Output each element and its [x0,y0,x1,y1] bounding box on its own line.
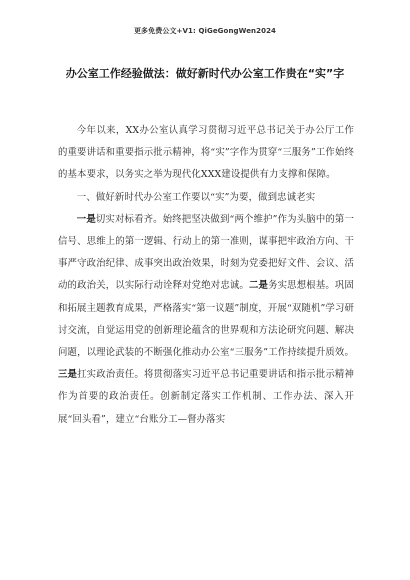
document-title: 办公室工作经验做法：做好新时代办公室工作贵在“实”字 [65,67,345,80]
lead-marker-2: 二是 [248,280,269,292]
paragraph-text-2: 务实思想根基。巩固和拓展主题教育成果，严格落实“第一议题”制度，开展“双随机”学习研讨交流，自觉运用党的创新理论蕴含的世界观和方法论研究问题、解决问题，以理论武装的不断强化推动办公室“三服务”工作持续提升质效。 [58,280,354,359]
section-heading: 一、做好新时代办公室工作要以“实”为要，做到忠诚老实 [76,191,316,203]
lead-marker-3: 三是 [58,369,78,381]
body-paragraph [58,209,354,431]
paragraph-text-3: 扛实政治责任。将贯彻落实习近平总书记重要讲话和指示批示精神作为首要的政治责任。创新制定落实工作机制、工作办法、深入开展“回头看”，建立“台账分工—督办落实 [58,369,354,425]
document-body [58,120,354,431]
header-note: 更多免费公文+V1: QiGeGongWen2024 [133,27,277,35]
intro-paragraph: 今年以来，XX办公室认真学习贯彻习近平总书记关于办公厅工作的重要讲话和重要指示批示精神，将“实”字作为贯穿“三服务”工作始终的基本要求，以务实之举为现代化XXX建设提供有力支撑和保障。 [58,125,354,181]
lead-marker-1: 一是 [76,213,96,225]
paragraph-text-1: 切实对标看齐。始终把坚决做到“两个维护”作为头脑中的第一信号、思维上的第一逻辑、行动上的第一准则，谋事把牢政治方向、干事严守政治纪律、成事突出政治效果，时刻为党委把好文件、会议、活动的政治关，以实际行动诠释对党绝对忠诚。 [58,213,354,292]
